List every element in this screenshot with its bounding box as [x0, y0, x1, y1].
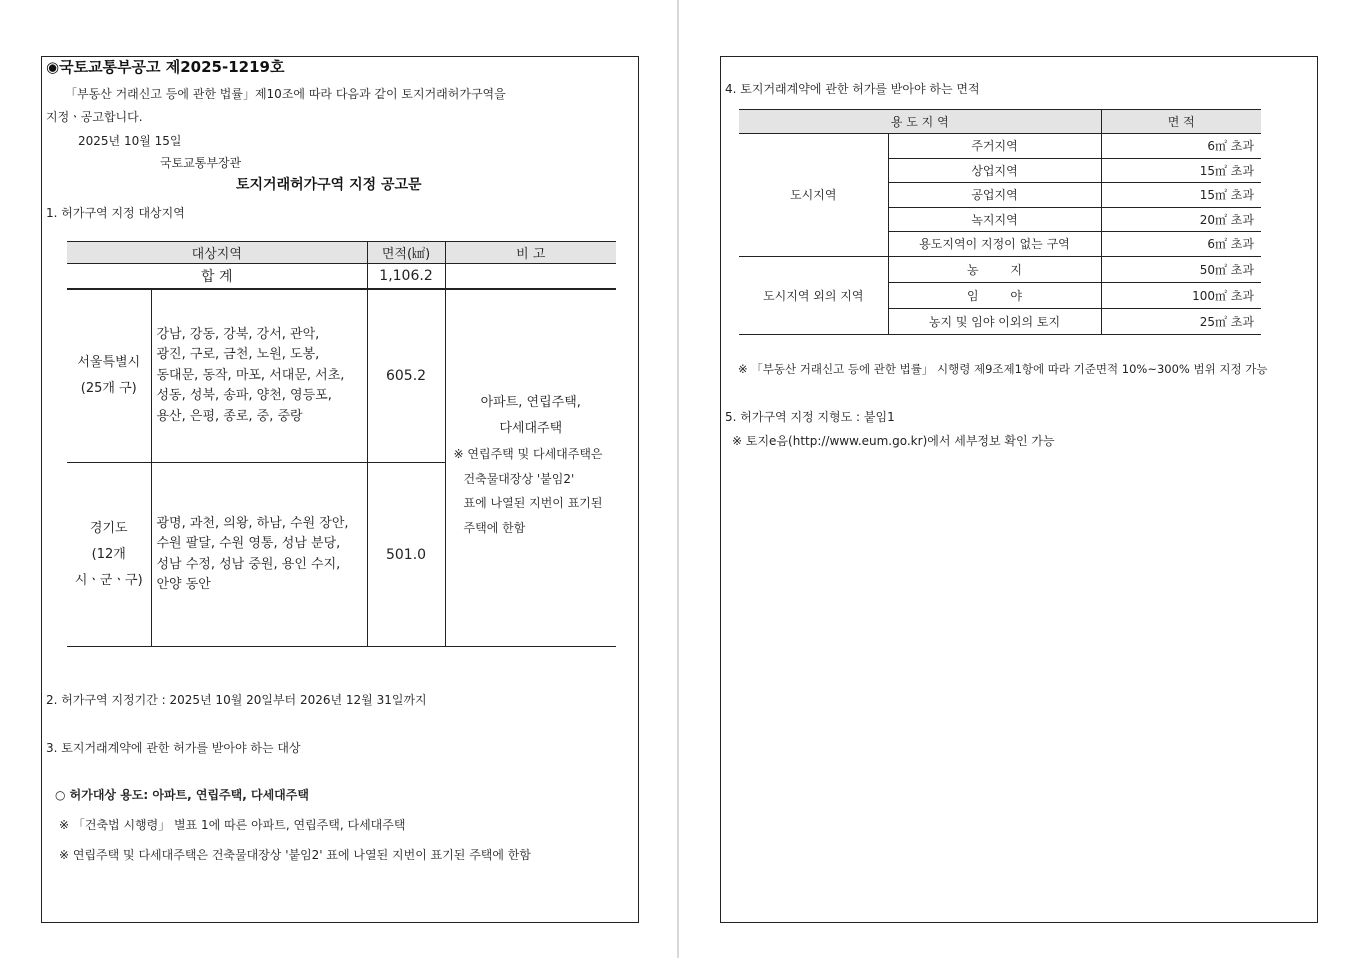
header-remarks: 비 고 [445, 242, 616, 264]
region-area-value: 501.0 [367, 463, 445, 647]
zone-area: 15㎡ 초과 [1101, 183, 1261, 208]
section-3-heading: 3. 토지거래계약에 관한 허가를 받아야 하는 대상 [46, 741, 301, 755]
non-urban-zone-label: 도시지역 외의 지역 [739, 256, 888, 334]
district-line: 용산, 은평, 종로, 중, 중랑 [156, 408, 303, 424]
table-header-row [67, 242, 616, 264]
zone-area: 50㎡ 초과 [1101, 256, 1261, 282]
notice-date: 2025년 10월 15일 [78, 134, 182, 148]
district-line: 수원 팔달, 수원 영통, 성남 분당, [156, 536, 341, 551]
remarks-line: 다세대주택 [499, 421, 563, 436]
district-line: 광진, 구로, 금천, 노원, 도봉, [156, 347, 320, 363]
zone-area: 20㎡ 초과 [1101, 207, 1261, 232]
zone-name: 공업지역 [888, 183, 1101, 208]
table-header-row [739, 110, 1261, 134]
total-label: 합 계 [67, 264, 367, 290]
building-act-note: ※ 「건축법 시행령」 별표 1에 따른 아파트, 연립주택, 다세대주택 [59, 818, 406, 832]
district-line: 강남, 강동, 강북, 강서, 관악, [156, 326, 320, 342]
remarks-note: ※ 연립주택 및 다세대주택은 [453, 447, 603, 461]
total-value: 1,106.2 [367, 264, 445, 290]
section-2-period: 2. 허가구역 지정기간 : 2025년 10월 20일부터 2026년 12월 31일까지 [46, 693, 427, 707]
region-count: 시ㆍ군ㆍ구) [74, 572, 143, 588]
notice-header: ◉국토교통부공고 제2025-1219호 [46, 58, 285, 76]
region-name-cell [67, 289, 151, 463]
remarks-cell [445, 289, 616, 647]
target-use-line: ○ 허가대상 용도: 아파트, 연립주택, 다세대주택 [55, 788, 309, 802]
zone-area: 25㎡ 초과 [1101, 308, 1261, 334]
header-use-zone: 용 도 지 역 [739, 110, 1101, 134]
zone-name: 농지 및 임야 이외의 토지 [888, 308, 1101, 334]
area-range-note: ※ 「부동산 거래신고 등에 관한 법률」 시행령 제9조제1항에 따라 기준면적 10%~300% 범위 지정 가능 [738, 362, 1268, 376]
zone-area: 15㎡ 초과 [1101, 158, 1261, 183]
zone-name: 용도지역이 지정이 없는 구역 [888, 232, 1101, 257]
district-line: 동대문, 동작, 마포, 서대문, 서초, [156, 367, 345, 383]
total-row [67, 264, 616, 290]
zone-area: 6㎡ 초과 [1101, 232, 1261, 257]
table-row [739, 256, 1261, 282]
urban-zone-label: 도시지역 [739, 134, 888, 257]
notice-title: 토지거래허가구역 지정 공고문 [236, 177, 422, 193]
district-list-cell [151, 289, 367, 463]
eum-website-note: ※ 토지e음(http://www.eum.go.kr)에서 세부정보 확인 가능 [732, 434, 1055, 448]
zone-area: 6㎡ 초과 [1101, 134, 1261, 159]
district-line: 성동, 성북, 송파, 양천, 영등포, [156, 388, 332, 404]
section-4-heading: 4. 토지거래계약에 관한 허가를 받아야 하는 면적 [725, 82, 980, 96]
table-row [739, 134, 1261, 159]
header-target-region: 대상지역 [67, 242, 367, 264]
region-name-cell [67, 463, 151, 647]
remarks-note: 주택에 한함 [463, 520, 526, 535]
target-region-table [67, 241, 616, 647]
intro-line-1: 「부동산 거래신고 등에 관한 법률」제10조에 따라 다음과 같이 토지거래허가구역을 [65, 87, 506, 101]
permit-area-table [739, 109, 1261, 335]
remarks-note: 건축물대장상 '붙임2' [463, 471, 575, 486]
district-line: 안양 동안 [156, 577, 211, 592]
total-remarks [445, 264, 616, 290]
zone-name: 임 야 [888, 282, 1101, 308]
issuing-authority: 국토교통부장관 [160, 156, 242, 170]
district-list-cell [151, 463, 367, 647]
region-area-value: 605.2 [367, 289, 445, 463]
district-line: 성남 수정, 성남 중원, 용인 수지, [156, 556, 341, 572]
page-divider [677, 0, 679, 958]
section-1-heading: 1. 허가구역 지정 대상지역 [46, 206, 185, 220]
table-row [67, 289, 616, 463]
section-5-heading: 5. 허가구역 지정 지형도 : 붙임1 [725, 410, 895, 424]
region-name: 서울특별시 [77, 355, 141, 370]
zone-name: 녹지지역 [888, 207, 1101, 232]
document-page-left [41, 56, 639, 923]
region-count: (12개 [91, 546, 126, 562]
region-name: 경기도 [89, 520, 128, 536]
zone-area: 100㎡ 초과 [1101, 282, 1261, 308]
remarks-note: 표에 나열된 지번이 표기된 [463, 496, 603, 510]
housing-restriction-note: ※ 연립주택 및 다세대주택은 건축물대장상 '붙임2' 표에 나열된 지번이 표기된 주택에 한함 [59, 848, 531, 862]
zone-name: 농 지 [888, 256, 1101, 282]
remarks-line: 아파트, 연립주택, [480, 395, 581, 410]
document-page-right [720, 56, 1318, 923]
region-count: (25개 구) [80, 381, 137, 396]
intro-line-2: 지정ㆍ공고합니다. [46, 110, 143, 124]
zone-name: 상업지역 [888, 158, 1101, 183]
district-line: 광명, 과천, 의왕, 하남, 수원 장안, [156, 515, 349, 531]
header-area: 면 적 [1101, 110, 1261, 134]
zone-name: 주거지역 [888, 134, 1101, 159]
header-area: 면적(㎢) [367, 242, 445, 264]
